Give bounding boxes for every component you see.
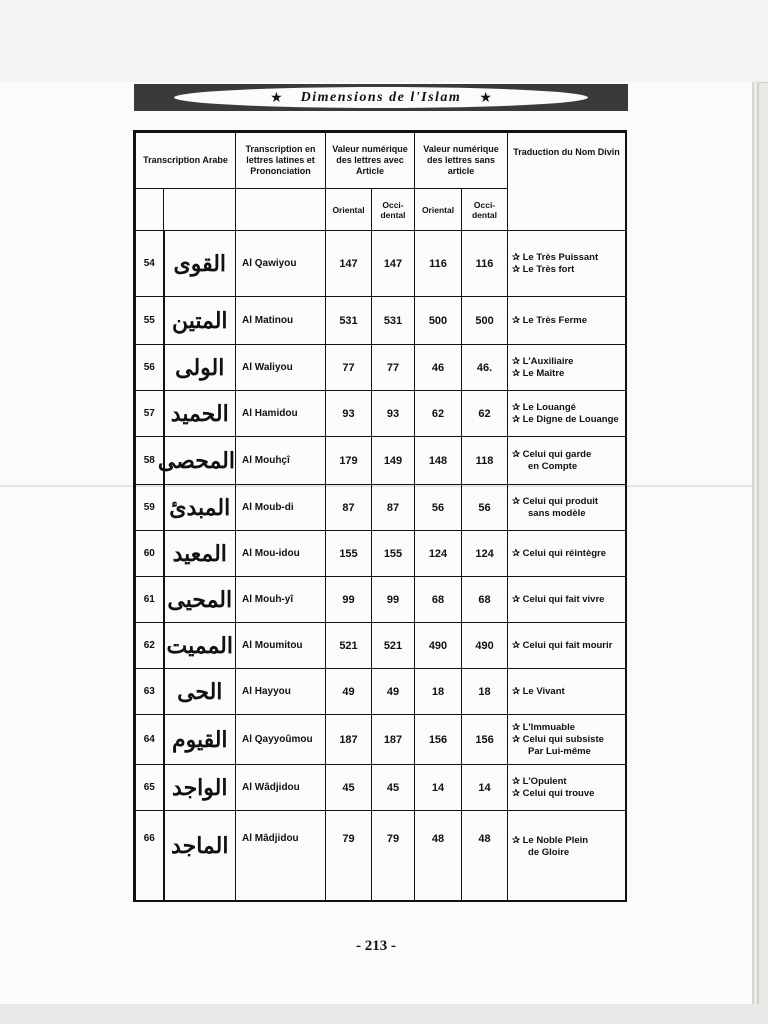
- oriental-without-article: 490: [415, 623, 462, 669]
- latin-transcription: Al Mâdjidou: [236, 811, 326, 901]
- row-number: 62: [136, 623, 164, 669]
- latin-transcription: Al Qayyoûmou: [236, 715, 326, 765]
- table-row: [136, 577, 626, 623]
- latin-transcription: Al Moub-di: [236, 485, 326, 531]
- oriental-with-article: 521: [326, 623, 372, 669]
- oriental-with-article: 45: [326, 765, 372, 811]
- translation-line: ✰ Le Très Puissant: [512, 251, 599, 263]
- occidental-without-article: 18: [462, 669, 508, 715]
- occidental-without-article: 48: [462, 811, 508, 901]
- oriental-without-article: 116: [415, 231, 462, 297]
- arabic-calligraphy: الولى: [164, 345, 236, 391]
- latin-transcription: Al Mouh-yî: [236, 577, 326, 623]
- translation: [508, 577, 626, 623]
- occidental-with-article: 93: [372, 391, 415, 437]
- translation: [508, 345, 626, 391]
- oriental-without-article: 56: [415, 485, 462, 531]
- header-oval: [174, 87, 588, 108]
- previous-page-edge: [0, 0, 768, 83]
- running-title: Dimensions de l'Islam: [300, 89, 462, 105]
- occidental-without-article: 490: [462, 623, 508, 669]
- latin-transcription: Al Waliyou: [236, 345, 326, 391]
- translation: [508, 765, 626, 811]
- oriental-without-article: 48: [415, 811, 462, 901]
- table-body: [136, 231, 626, 901]
- running-header: [134, 84, 628, 111]
- table-row: [136, 437, 626, 485]
- translation: [508, 531, 626, 577]
- row-number: 58: [136, 437, 164, 485]
- oriental-with-article: 77: [326, 345, 372, 391]
- oriental-with-article: 187: [326, 715, 372, 765]
- latin-transcription: Al Wâdjidou: [236, 765, 326, 811]
- occidental-without-article: 500: [462, 297, 508, 345]
- table-row: [136, 669, 626, 715]
- translation: [508, 669, 626, 715]
- oriental-with-article: 99: [326, 577, 372, 623]
- oriental-with-article: 87: [326, 485, 372, 531]
- table-row: [136, 345, 626, 391]
- latin-transcription: Al Hayyou: [236, 669, 326, 715]
- occidental-with-article: 149: [372, 437, 415, 485]
- translation-line: ✰ Le Maître: [512, 367, 565, 379]
- oriental-without-article: 68: [415, 577, 462, 623]
- subheader-oriental: Oriental: [415, 189, 462, 231]
- occidental-without-article: 156: [462, 715, 508, 765]
- occidental-with-article: 77: [372, 345, 415, 391]
- translation-line: ✰ Le Digne de Louange: [512, 413, 619, 425]
- row-number: 65: [136, 765, 164, 811]
- translation-line: en Compte: [528, 460, 578, 472]
- row-number: 61: [136, 577, 164, 623]
- latin-transcription: Al Moumitou: [236, 623, 326, 669]
- occidental-with-article: 87: [372, 485, 415, 531]
- row-number: 54: [136, 231, 164, 297]
- oriental-without-article: 18: [415, 669, 462, 715]
- star-icon: ★: [479, 89, 492, 106]
- star-icon: ★: [270, 89, 283, 106]
- row-number: 60: [136, 531, 164, 577]
- translation-line: ✰ L'Opulent: [512, 775, 567, 787]
- table-row: [136, 715, 626, 765]
- occidental-with-article: 521: [372, 623, 415, 669]
- oriental-with-article: 155: [326, 531, 372, 577]
- translation-line: ✰ Celui qui fait vivre: [512, 593, 605, 605]
- arabic-calligraphy: المحصى: [164, 437, 236, 485]
- row-number: 56: [136, 345, 164, 391]
- latin-transcription: Al Mouhçî: [236, 437, 326, 485]
- subheader-occidental: Occi-dental: [372, 189, 415, 231]
- occidental-with-article: 79: [372, 811, 415, 901]
- arabic-calligraphy: الحميد: [164, 391, 236, 437]
- translation-line: ✰ L'Immuable: [512, 721, 576, 733]
- arabic-calligraphy: الحى: [164, 669, 236, 715]
- translation-line: ✰ Le Très fort: [512, 263, 575, 275]
- oriental-with-article: 49: [326, 669, 372, 715]
- table-row: [136, 811, 626, 901]
- arabic-calligraphy: الواجد: [164, 765, 236, 811]
- occidental-without-article: 46.: [462, 345, 508, 391]
- oriental-with-article: 179: [326, 437, 372, 485]
- translation-line: ✰ Celui qui produit: [512, 495, 599, 507]
- oriental-without-article: 148: [415, 437, 462, 485]
- oriental-with-article: 147: [326, 231, 372, 297]
- translation-line: ✰ Le Noble Plein: [512, 835, 589, 846]
- col-header-without-article: Valeur numérique des lettres sans article: [415, 133, 508, 189]
- col-header-latin: Transcription en lettres latines et Prononciation: [236, 133, 326, 189]
- translation: [508, 437, 626, 485]
- header-blank: [136, 189, 164, 231]
- occidental-with-article: 531: [372, 297, 415, 345]
- divine-names-table: [133, 130, 627, 902]
- translation-line: ✰ Le Vivant: [512, 685, 565, 697]
- occidental-with-article: 155: [372, 531, 415, 577]
- subheader-occidental: Occi-dental: [462, 189, 508, 231]
- translation-line: ✰ Le Louangé: [512, 401, 576, 413]
- translation: [508, 485, 626, 531]
- arabic-calligraphy: المتين: [164, 297, 236, 345]
- row-number: 57: [136, 391, 164, 437]
- oriental-with-article: 531: [326, 297, 372, 345]
- occidental-with-article: 147: [372, 231, 415, 297]
- arabic-calligraphy: القيوم: [164, 715, 236, 765]
- row-number: 63: [136, 669, 164, 715]
- occidental-without-article: 14: [462, 765, 508, 811]
- arabic-calligraphy: المميت: [164, 623, 236, 669]
- occidental-without-article: 56: [462, 485, 508, 531]
- occidental-without-article: 118: [462, 437, 508, 485]
- table-row: [136, 297, 626, 345]
- latin-transcription: Al Qawiyou: [236, 231, 326, 297]
- table-row: [136, 391, 626, 437]
- translation-line: ✰ Le Très Ferme: [512, 314, 588, 326]
- arabic-calligraphy: المحيى: [164, 577, 236, 623]
- occidental-with-article: 99: [372, 577, 415, 623]
- translation: [508, 811, 626, 901]
- occidental-with-article: 45: [372, 765, 415, 811]
- occidental-with-article: 49: [372, 669, 415, 715]
- oriental-without-article: 500: [415, 297, 462, 345]
- occidental-without-article: 68: [462, 577, 508, 623]
- occidental-without-article: 124: [462, 531, 508, 577]
- translation: [508, 231, 626, 297]
- translation-line: ✰ Celui qui trouve: [512, 787, 595, 799]
- table-row: [136, 485, 626, 531]
- latin-transcription: Al Hamidou: [236, 391, 326, 437]
- translation-line: ✰ Celui qui subsiste: [512, 733, 604, 745]
- table-row: [136, 531, 626, 577]
- occidental-without-article: 62: [462, 391, 508, 437]
- oriental-without-article: 124: [415, 531, 462, 577]
- arabic-calligraphy: الماجد: [164, 811, 236, 901]
- arabic-calligraphy: المبدئ: [164, 485, 236, 531]
- row-number: 59: [136, 485, 164, 531]
- occidental-without-article: 116: [462, 231, 508, 297]
- translation: [508, 297, 626, 345]
- arabic-calligraphy: المعيد: [164, 531, 236, 577]
- oriental-without-article: 46: [415, 345, 462, 391]
- translation-line: ✰ L'Auxiliaire: [512, 355, 574, 367]
- oriental-with-article: 93: [326, 391, 372, 437]
- occidental-with-article: 187: [372, 715, 415, 765]
- row-number: 55: [136, 297, 164, 345]
- row-number: 64: [136, 715, 164, 765]
- col-header-translation: Traduction du Nom Divin: [508, 133, 626, 231]
- translation-line: ✰ Celui qui garde: [512, 448, 592, 460]
- oriental-without-article: 156: [415, 715, 462, 765]
- row-number: 66: [136, 811, 164, 901]
- oriental-without-article: 62: [415, 391, 462, 437]
- table-row: [136, 765, 626, 811]
- latin-transcription: Al Matinou: [236, 297, 326, 345]
- latin-transcription: Al Mou-idou: [236, 531, 326, 577]
- oriental-with-article: 79: [326, 811, 372, 901]
- arabic-calligraphy: القوى: [164, 231, 236, 297]
- translation-line: Par Lui-même: [528, 745, 591, 757]
- col-header-arabic: Transcription Arabe: [136, 133, 236, 189]
- translation: [508, 715, 626, 765]
- header-blank: [164, 189, 236, 231]
- translation-line: ✰ Celui qui réintègre: [512, 547, 607, 559]
- book-page: [0, 82, 752, 1004]
- translation-line: de Gloire: [528, 847, 570, 858]
- table-row: [136, 623, 626, 669]
- page-number: - 213 -: [356, 938, 396, 954]
- translation: [508, 391, 626, 437]
- oriental-without-article: 14: [415, 765, 462, 811]
- col-header-with-article: Valeur numérique des lettres avec Article: [326, 133, 415, 189]
- translation-line: ✰ Celui qui fait mourir: [512, 639, 613, 651]
- translation-line: sans modèle: [528, 507, 586, 519]
- translation: [508, 623, 626, 669]
- subheader-oriental: Oriental: [326, 189, 372, 231]
- table-row: [136, 231, 626, 297]
- header-blank: [236, 189, 326, 231]
